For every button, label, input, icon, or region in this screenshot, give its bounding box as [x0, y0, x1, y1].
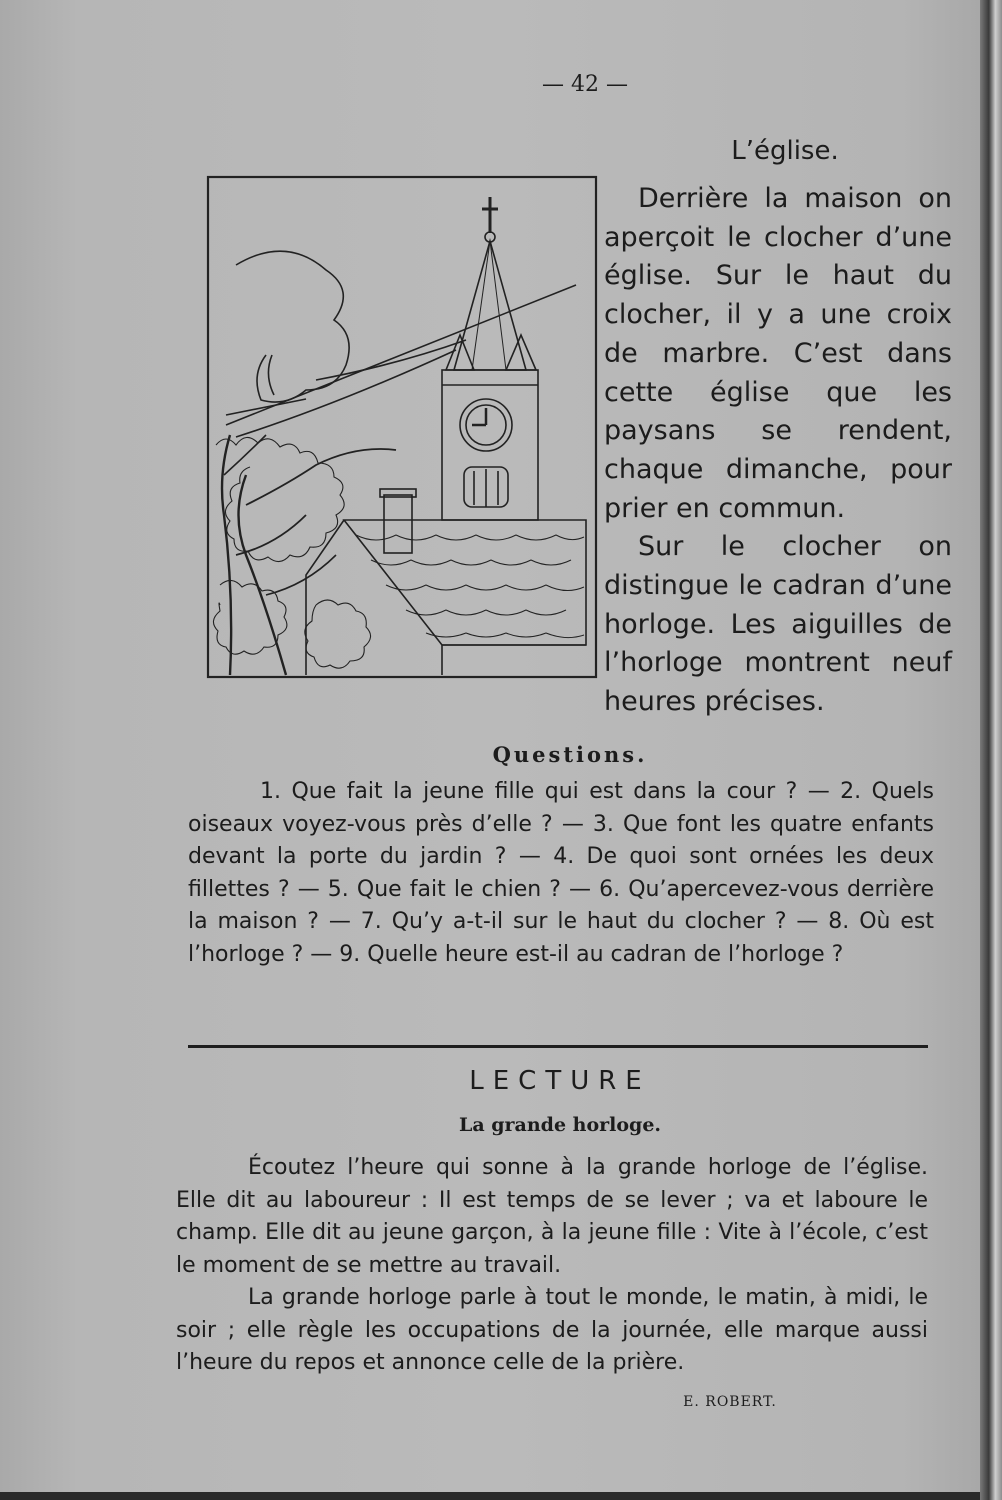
reading-paragraph: Écoutez l’heure qui sonne à la grande horloge de l’église. Elle dit au laboureur : Il est temps de se lever ; va et laboure le champ. Elle dit au jeune garçon, à la jeune fille : Vite à l’école, c’est le moment de se mettre au travail.	[176, 1155, 928, 1278]
church-illustration	[206, 175, 598, 681]
author-signature: E. ROBERT.	[683, 1394, 777, 1410]
section-divider	[188, 1045, 928, 1048]
reading-text	[176, 1152, 928, 1380]
lesson-title: L’église.	[731, 136, 839, 166]
book-spine	[980, 0, 1002, 1500]
reading-subtitle: La grande horloge.	[458, 1114, 662, 1136]
questions-heading: Questions.	[492, 742, 648, 767]
reading-paragraph: La grande horloge parle à tout le monde, le matin, à midi, le soir ; elle règle les occupations de la journée, elle marque aussi l’heure du repos et annonce celle de la prière.	[176, 1285, 928, 1375]
lesson-paragraph: Derrière la maison on aperçoit le clocher d’une église. Sur le haut du clocher, il y a une croix de marbre. C’est dans cette église que les paysans se rendent, chaque dimanche, pour prier en commun.	[604, 183, 952, 524]
questions-text: 1. Que fait la jeune fille qui est dans la cour ? — 2. Quels oiseaux voyez-vous près d’elle ? — 3. Que font les quatre enfants devant la porte du jardin ? — 4. De quoi sont ornées les deux fillettes ? — 5. Que fait le chien ? — 6. Qu’apercevez-vous derrière la maison ? — 7. Qu’y a-t-il sur le haut du clocher ? — 8. Où est l’horloge ? — 9. Quelle heure est-il au cadran de l’horloge ?	[188, 779, 934, 967]
reading-heading: LECTURE	[469, 1066, 651, 1096]
lesson-text	[604, 180, 952, 722]
lesson-paragraph: Sur le clocher on distingue le cadran d’une horloge. Les aiguilles de l’horloge montrent neuf heures précises.	[604, 531, 952, 718]
page-number: — 42 —	[542, 72, 628, 97]
page-bottom-edge	[0, 1492, 980, 1500]
